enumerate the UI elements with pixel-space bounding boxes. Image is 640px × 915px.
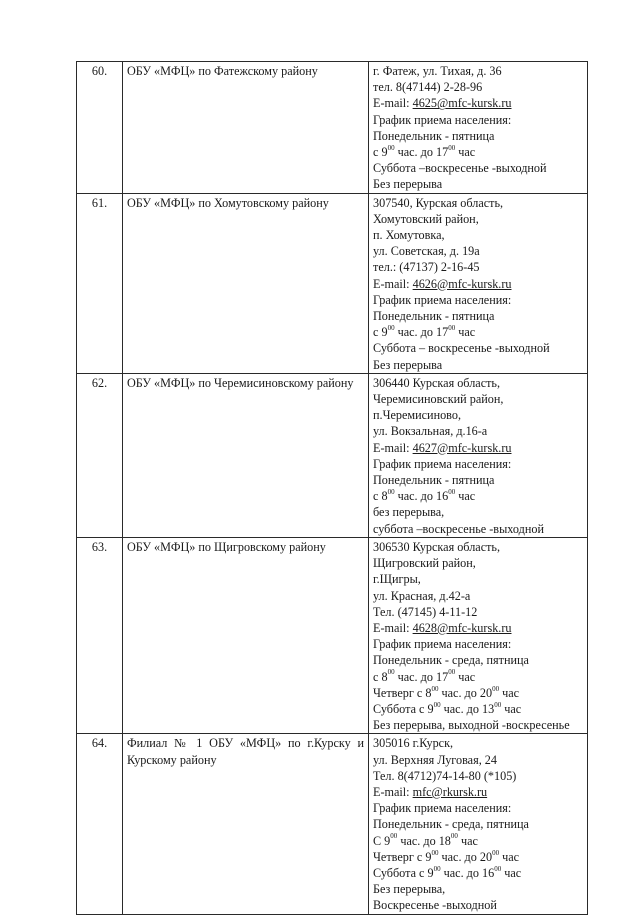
office-contacts: [369, 373, 588, 537]
hours-start: Четверг с 9: [373, 849, 432, 864]
address-line: Тел. (47145) 4-11-12: [373, 604, 478, 619]
schedule-days: Понедельник - пятница: [373, 309, 495, 324]
office-name: ОБУ «МФЦ» по Щигровскому району: [123, 537, 369, 733]
address-line: ул. Красная, д.42-а: [373, 588, 471, 603]
address-line: г. Фатеж, ул. Тихая, д. 36: [373, 64, 502, 78]
schedule-note: Воскресенье -выходной: [373, 898, 497, 913]
schedule-note: Суббота – воскресенье -выходной: [373, 341, 550, 356]
email-link[interactable]: 4625@mfc-kursk.ru: [412, 96, 512, 111]
email-line: [373, 620, 583, 636]
row-number: 61.: [77, 193, 123, 373]
address-line: тел.: (47137) 2-16-45: [373, 260, 480, 275]
office-name: ОБУ «МФЦ» по Черемисиновскому району: [123, 373, 369, 537]
office-contacts: [369, 537, 588, 733]
time-superscript: 00: [492, 684, 500, 693]
hours-unit: час: [455, 145, 476, 160]
schedule-title: График приема населения:: [373, 637, 512, 652]
address-line: Щигровский район,: [373, 556, 476, 571]
hours-start: Четверг с 8: [373, 685, 432, 700]
office-contacts: [369, 734, 588, 914]
office-name: Филиал № 1 ОБУ «МФЦ» по г.Курску и Курскому району: [123, 734, 369, 914]
hours-unit: час: [499, 685, 520, 700]
schedule-days: Понедельник - среда, пятница: [373, 817, 529, 832]
address-line: Черемисиновский район,: [373, 392, 504, 407]
time-superscript: 00: [387, 668, 395, 677]
time-superscript: 00: [387, 324, 395, 333]
hours-unit: час: [455, 489, 476, 504]
table-body: [77, 62, 588, 915]
hours-end: час. до 17: [394, 145, 449, 160]
address-line: ул. Вокзальная, д.16-а: [373, 424, 488, 439]
table-row: [77, 373, 588, 537]
row-number: 63.: [77, 537, 123, 733]
hours-start: Суббота с 9: [373, 865, 434, 880]
hours-start: с 8: [373, 489, 388, 504]
hours-end: час. до 20: [438, 849, 493, 864]
schedule-hours-extra: [373, 685, 583, 701]
address-line: 306530 Курская область,: [373, 539, 501, 554]
hours-unit: час: [455, 669, 476, 684]
email-link[interactable]: 4627@mfc-kursk.ru: [412, 440, 512, 455]
email-label: E-mail:: [373, 276, 413, 291]
hours-start: с 9: [373, 145, 388, 160]
schedule-hours-extra: [373, 849, 583, 865]
office-contacts: [369, 193, 588, 373]
hours-end: час. до 16: [440, 865, 495, 880]
schedule-hours: [373, 144, 583, 160]
address-line: 306440 Курская область,: [373, 375, 501, 390]
address-line: 307540, Курская область,: [373, 195, 504, 210]
address-line: Хомутовский район,: [373, 211, 479, 226]
schedule-hours: [373, 833, 583, 849]
schedule-title: График приема населения:: [373, 112, 512, 127]
schedule-days: Понедельник - пятница: [373, 128, 495, 143]
mfc-offices-table: [76, 61, 588, 915]
schedule-days: Понедельник - пятница: [373, 473, 495, 488]
email-label: E-mail:: [373, 440, 413, 455]
hours-end: час. до 20: [438, 685, 493, 700]
address-line: п.Черемисиново,: [373, 408, 461, 423]
email-link[interactable]: 4626@mfc-kursk.ru: [412, 276, 512, 291]
address-line: п. Хомутовка,: [373, 228, 445, 243]
row-number: 62.: [77, 373, 123, 537]
time-superscript: 00: [387, 143, 395, 152]
schedule-days: Понедельник - среда, пятница: [373, 653, 529, 668]
email-link[interactable]: mfc@rkursk.ru: [412, 784, 488, 799]
email-label: E-mail:: [373, 96, 413, 111]
table-row: [77, 193, 588, 373]
schedule-note: без перерыва,: [373, 505, 445, 520]
address-line: Тел. 8(4712)74-14-80 (*105): [373, 768, 517, 783]
hours-unit: час: [501, 701, 522, 716]
row-number: 64.: [77, 734, 123, 914]
schedule-title: График приема населения:: [373, 801, 512, 816]
time-superscript: 00: [448, 668, 456, 677]
hours-end: час. до 17: [394, 325, 449, 340]
time-superscript: 00: [492, 848, 500, 857]
time-superscript: 00: [431, 848, 439, 857]
schedule-note: суббота –воскресенье -выходной: [373, 521, 544, 536]
hours-end: час. до 17: [394, 669, 449, 684]
table-row: [77, 734, 588, 914]
time-superscript: 00: [433, 864, 441, 873]
hours-start: С 9: [373, 833, 391, 848]
hours-unit: час: [457, 833, 478, 848]
address-line: 305016 г.Курск,: [373, 736, 454, 751]
time-superscript: 00: [390, 832, 398, 841]
email-line: [373, 784, 583, 800]
address-line: тел. 8(47144) 2-28-96: [373, 80, 483, 95]
schedule-hours: [373, 488, 583, 504]
time-superscript: 00: [448, 143, 456, 152]
hours-end: час. до 13: [440, 701, 495, 716]
address-line: ул. Верхняя Луговая, 24: [373, 752, 497, 767]
office-name: ОБУ «МФЦ» по Фатежскому району: [123, 62, 369, 194]
schedule-note: Без перерыва: [373, 357, 443, 372]
table-row: [77, 537, 588, 733]
time-superscript: 00: [450, 832, 458, 841]
schedule-note: Без перерыва,: [373, 882, 446, 897]
email-link[interactable]: 4628@mfc-kursk.ru: [412, 620, 512, 635]
email-line: [373, 440, 583, 456]
time-superscript: 00: [448, 324, 456, 333]
time-superscript: 00: [433, 700, 441, 709]
hours-end: час. до 18: [397, 833, 451, 848]
time-superscript: 00: [387, 488, 395, 497]
time-superscript: 00: [448, 488, 456, 497]
hours-start: с 8: [373, 669, 388, 684]
schedule-note: Без перерыва: [373, 177, 443, 192]
hours-start: с 9: [373, 325, 388, 340]
email-line: [373, 276, 583, 292]
schedule-hours-extra: [373, 701, 583, 717]
email-label: E-mail:: [373, 784, 413, 799]
schedule-note: Суббота –воскресенье -выходной: [373, 161, 547, 176]
schedule-note: Без перерыва, выходной -воскресенье: [373, 718, 570, 733]
office-contacts: [369, 62, 588, 194]
email-label: E-mail:: [373, 620, 413, 635]
table-row: [77, 62, 588, 194]
hours-unit: час: [501, 865, 522, 880]
email-line: [373, 95, 583, 111]
address-line: г.Щигры,: [373, 572, 421, 587]
schedule-title: График приема населения:: [373, 456, 512, 471]
hours-unit: час: [455, 325, 476, 340]
hours-end: час. до 16: [394, 489, 449, 504]
schedule-hours-extra: [373, 865, 583, 881]
office-name: ОБУ «МФЦ» по Хомутовскому району: [123, 193, 369, 373]
hours-start: Суббота с 9: [373, 701, 434, 716]
schedule-hours: [373, 324, 583, 340]
time-superscript: 00: [431, 684, 439, 693]
schedule-title: График приема населения:: [373, 292, 512, 307]
time-superscript: 00: [494, 700, 502, 709]
address-line: ул. Советская, д. 19а: [373, 244, 480, 259]
schedule-hours: [373, 669, 583, 685]
row-number: 60.: [77, 62, 123, 194]
time-superscript: 00: [494, 864, 502, 873]
hours-unit: час: [499, 849, 520, 864]
